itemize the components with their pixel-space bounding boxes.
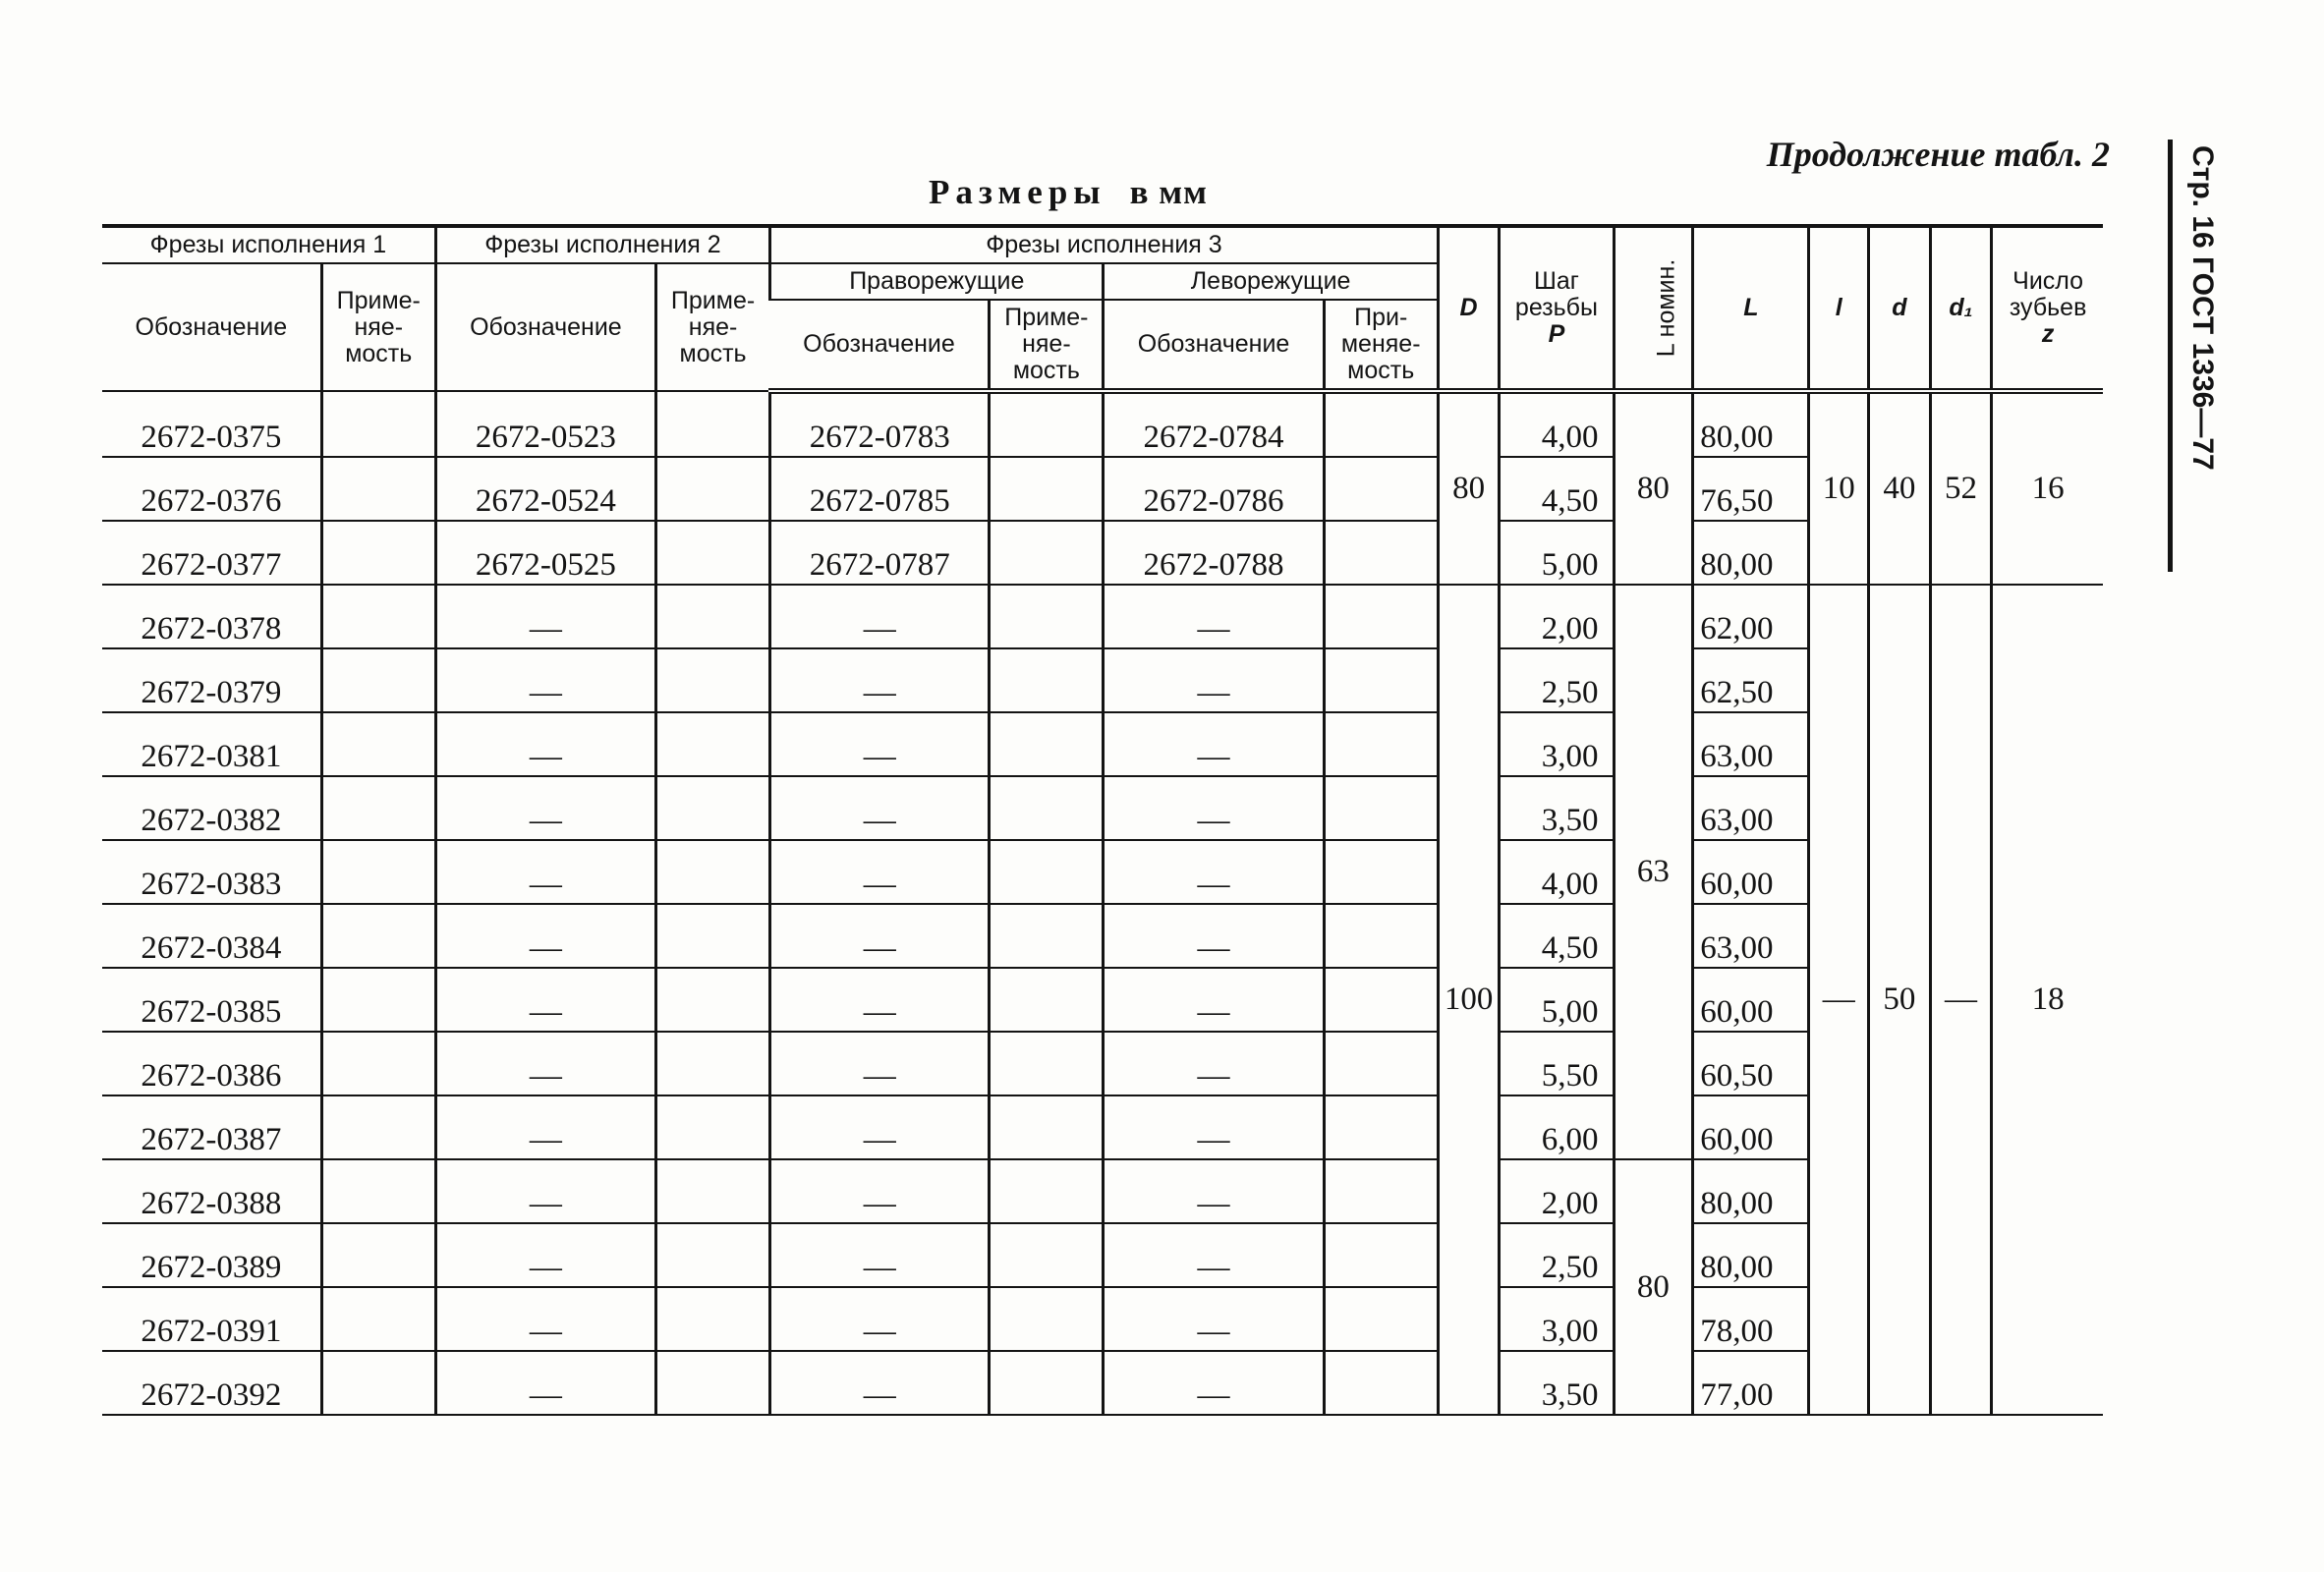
applicability-cell — [1324, 1032, 1438, 1095]
des2-cell: — — [435, 585, 655, 648]
pitch-cell: 3,50 — [1500, 1351, 1614, 1415]
des3l-cell: — — [1104, 1159, 1324, 1223]
applicability-cell — [656, 648, 770, 712]
L-cell: 80,00 — [1693, 521, 1809, 585]
des2-cell: — — [435, 1351, 655, 1415]
applicability-cell — [990, 1287, 1104, 1351]
d1-cell: 52 — [1930, 391, 1992, 585]
applicability-cell — [1324, 712, 1438, 776]
group2-applicability-header: Применяемость — [656, 263, 770, 391]
applicability-cell — [656, 1351, 770, 1415]
spec-table-wrapper — [102, 224, 2103, 1416]
applicability-cell — [656, 585, 770, 648]
pitch-label: Шаг резьбы — [1514, 267, 1598, 321]
table-row — [102, 1095, 2103, 1159]
applicability-cell — [321, 1095, 435, 1159]
table-row — [102, 840, 2103, 904]
table-row — [102, 712, 2103, 776]
des2-cell: 2672-0525 — [435, 521, 655, 585]
L-cell: 76,50 — [1693, 457, 1809, 521]
des3r-cell: — — [770, 1351, 990, 1415]
des1-cell: 2672-0379 — [102, 648, 321, 712]
des1-cell: 2672-0378 — [102, 585, 321, 648]
pitch-cell: 4,00 — [1500, 391, 1614, 457]
Lnom-cell: 80 — [1614, 1159, 1693, 1415]
des3r-cell: — — [770, 1159, 990, 1223]
z-cell: 16 — [1992, 391, 2103, 585]
des1-cell: 2672-0382 — [102, 776, 321, 840]
col-teeth-header — [1992, 228, 2103, 391]
applicability-cell — [1324, 1351, 1438, 1415]
des1-cell: 2672-0392 — [102, 1351, 321, 1415]
applicability-cell — [321, 1032, 435, 1095]
applicability-cell — [321, 776, 435, 840]
des3l-cell: 2672-0788 — [1104, 521, 1324, 585]
L-cell: 77,00 — [1693, 1351, 1809, 1415]
pitch-symbol: P — [1548, 320, 1565, 348]
l-cell: — — [1809, 585, 1869, 1415]
table-continuation-caption: Продолжение табл. 2 — [1766, 135, 2110, 174]
col-l-header: l — [1809, 228, 1869, 391]
page-side-label — [2168, 140, 2227, 572]
des2-cell: — — [435, 1032, 655, 1095]
des3r-cell: 2672-0787 — [770, 521, 990, 585]
table-row — [102, 1032, 2103, 1095]
L-cell: 60,00 — [1693, 840, 1809, 904]
des2-cell: — — [435, 712, 655, 776]
applicability-cell — [990, 1095, 1104, 1159]
applicability-cell — [321, 712, 435, 776]
des3l-cell: — — [1104, 904, 1324, 968]
pitch-cell: 6,00 — [1500, 1095, 1614, 1159]
des3r-cell: — — [770, 776, 990, 840]
des3l-cell: — — [1104, 1351, 1324, 1415]
applicability-cell — [656, 776, 770, 840]
des3r-cell: — — [770, 968, 990, 1032]
applicability-cell — [990, 1223, 1104, 1287]
applicability-cell — [990, 648, 1104, 712]
des3l-cell: — — [1104, 1095, 1324, 1159]
applicability-cell — [321, 1159, 435, 1223]
L-cell: 80,00 — [1693, 391, 1809, 457]
applicability-cell — [656, 1032, 770, 1095]
pitch-cell: 2,50 — [1500, 1223, 1614, 1287]
applicability-cell — [656, 1223, 770, 1287]
des2-cell: — — [435, 1223, 655, 1287]
applicability-cell — [1324, 776, 1438, 840]
teeth-label: Число зубьев — [2009, 267, 2087, 321]
units-unit: в мм — [1129, 173, 1208, 211]
z-cell: 18 — [1992, 585, 2103, 1415]
des1-cell: 2672-0376 — [102, 457, 321, 521]
l-cell: 10 — [1809, 391, 1869, 585]
applicability-cell — [321, 521, 435, 585]
applicability-cell — [990, 585, 1104, 648]
des1-cell: 2672-0388 — [102, 1159, 321, 1223]
pitch-cell: 2,00 — [1500, 585, 1614, 648]
des3r-cell: — — [770, 1095, 990, 1159]
D-cell: 100 — [1438, 585, 1500, 1415]
applicability-cell — [656, 1287, 770, 1351]
table-row — [102, 1223, 2103, 1287]
des2-cell: — — [435, 776, 655, 840]
applicability-cell — [990, 968, 1104, 1032]
des3l-cell: — — [1104, 712, 1324, 776]
des3l-cell: — — [1104, 585, 1324, 648]
group2-designation-header: Обозначение — [435, 263, 655, 391]
group1-applicability-header: Применяемость — [321, 263, 435, 391]
table-row — [102, 391, 2103, 457]
applicability-cell — [990, 391, 1104, 457]
des3r-cell: — — [770, 840, 990, 904]
right-designation-header: Обозначение — [770, 300, 990, 391]
col-d1-header: d₁ — [1930, 228, 1992, 391]
pitch-cell: 3,00 — [1500, 712, 1614, 776]
table-row — [102, 1351, 2103, 1415]
des3l-cell: — — [1104, 1032, 1324, 1095]
applicability-cell — [656, 840, 770, 904]
applicability-cell — [321, 840, 435, 904]
group3-header: Фрезы исполнения 3 — [770, 228, 1439, 263]
Lnom-cell: 63 — [1614, 585, 1693, 1159]
applicability-cell — [1324, 1159, 1438, 1223]
applicability-cell — [1324, 391, 1438, 457]
applicability-cell — [656, 1095, 770, 1159]
side-rule — [2168, 140, 2173, 572]
applicability-cell — [321, 457, 435, 521]
table-row — [102, 457, 2103, 521]
des1-cell: 2672-0385 — [102, 968, 321, 1032]
des2-cell: 2672-0523 — [435, 391, 655, 457]
des1-cell: 2672-0386 — [102, 1032, 321, 1095]
pitch-cell: 3,50 — [1500, 776, 1614, 840]
applicability-cell — [656, 712, 770, 776]
des3r-cell: 2672-0785 — [770, 457, 990, 521]
table-row — [102, 904, 2103, 968]
des1-cell: 2672-0391 — [102, 1287, 321, 1351]
des3l-cell: — — [1104, 840, 1324, 904]
pitch-cell: 2,00 — [1500, 1159, 1614, 1223]
des3r-cell: 2672-0783 — [770, 391, 990, 457]
applicability-cell — [990, 904, 1104, 968]
pitch-cell: 5,50 — [1500, 1032, 1614, 1095]
applicability-cell — [321, 1223, 435, 1287]
L-cell: 63,00 — [1693, 776, 1809, 840]
pitch-cell: 3,00 — [1500, 1287, 1614, 1351]
L-cell: 63,00 — [1693, 904, 1809, 968]
L-cell: 62,50 — [1693, 648, 1809, 712]
group1-header: Фрезы исполнения 1 — [102, 228, 435, 263]
des2-cell: — — [435, 1095, 655, 1159]
L-cell: 63,00 — [1693, 712, 1809, 776]
pitch-cell: 5,00 — [1500, 968, 1614, 1032]
table-row — [102, 648, 2103, 712]
col-D-header: D — [1438, 228, 1500, 391]
des3r-cell: — — [770, 1287, 990, 1351]
des1-cell: 2672-0381 — [102, 712, 321, 776]
applicability-cell — [1324, 1287, 1438, 1351]
des1-cell: 2672-0384 — [102, 904, 321, 968]
des3r-cell: — — [770, 648, 990, 712]
pitch-cell: 4,50 — [1500, 457, 1614, 521]
left-designation-header: Обозначение — [1104, 300, 1324, 391]
D-cell: 80 — [1438, 391, 1500, 585]
L-cell: 60,50 — [1693, 1032, 1809, 1095]
applicability-cell — [1324, 1223, 1438, 1287]
des1-cell: 2672-0383 — [102, 840, 321, 904]
des3r-cell: — — [770, 1223, 990, 1287]
applicability-cell — [990, 457, 1104, 521]
right-applicability-header: Применяемость — [990, 300, 1104, 391]
d-cell: 50 — [1869, 585, 1931, 1415]
pitch-cell: 5,00 — [1500, 521, 1614, 585]
applicability-cell — [1324, 521, 1438, 585]
des2-cell: — — [435, 968, 655, 1032]
des3r-cell: — — [770, 585, 990, 648]
right-cut-header: Праворежущие — [770, 263, 1104, 300]
applicability-cell — [656, 457, 770, 521]
applicability-cell — [656, 521, 770, 585]
des3l-cell: — — [1104, 1287, 1324, 1351]
applicability-cell — [990, 1351, 1104, 1415]
applicability-cell — [990, 1032, 1104, 1095]
applicability-cell — [990, 712, 1104, 776]
table-row — [102, 1159, 2103, 1223]
des3l-cell: 2672-0786 — [1104, 457, 1324, 521]
applicability-cell — [321, 904, 435, 968]
d1-cell: — — [1930, 585, 1992, 1415]
des3r-cell: — — [770, 1032, 990, 1095]
L-cell: 60,00 — [1693, 968, 1809, 1032]
L-cell: 60,00 — [1693, 1095, 1809, 1159]
des2-cell: 2672-0524 — [435, 457, 655, 521]
applicability-cell — [321, 648, 435, 712]
des1-cell: 2672-0375 — [102, 391, 321, 457]
applicability-cell — [1324, 1095, 1438, 1159]
des2-cell: — — [435, 1159, 655, 1223]
col-d-header: d — [1869, 228, 1931, 391]
applicability-cell — [656, 904, 770, 968]
table-row — [102, 585, 2103, 648]
applicability-cell — [321, 391, 435, 457]
des2-cell: — — [435, 1287, 655, 1351]
applicability-cell — [990, 776, 1104, 840]
col-pitch-header — [1500, 228, 1614, 391]
des3l-cell: 2672-0784 — [1104, 391, 1324, 457]
spec-table — [102, 228, 2103, 1416]
table-row — [102, 521, 2103, 585]
applicability-cell — [321, 1287, 435, 1351]
des3l-cell: — — [1104, 968, 1324, 1032]
page-standard-label: Стр. 16 ГОСТ 1336—77 — [2186, 145, 2219, 471]
applicability-cell — [656, 968, 770, 1032]
des2-cell: — — [435, 904, 655, 968]
applicability-cell — [656, 1159, 770, 1223]
group1-designation-header: Обозначение — [102, 263, 321, 391]
des2-cell: — — [435, 840, 655, 904]
L-cell: 80,00 — [1693, 1223, 1809, 1287]
col-L-header: L — [1693, 228, 1809, 391]
table-row — [102, 968, 2103, 1032]
d-cell: 40 — [1869, 391, 1931, 585]
pitch-cell: 4,00 — [1500, 840, 1614, 904]
applicability-cell — [990, 1159, 1104, 1223]
L-cell: 62,00 — [1693, 585, 1809, 648]
des1-cell: 2672-0387 — [102, 1095, 321, 1159]
teeth-symbol: z — [2041, 320, 2055, 348]
applicability-cell — [321, 585, 435, 648]
applicability-cell — [1324, 840, 1438, 904]
pitch-cell: 4,50 — [1500, 904, 1614, 968]
applicability-cell — [321, 968, 435, 1032]
L-cell: 78,00 — [1693, 1287, 1809, 1351]
left-cut-header: Леворежущие — [1104, 263, 1438, 300]
applicability-cell — [990, 840, 1104, 904]
applicability-cell — [1324, 648, 1438, 712]
applicability-cell — [1324, 968, 1438, 1032]
applicability-cell — [656, 391, 770, 457]
L-cell: 80,00 — [1693, 1159, 1809, 1223]
des3l-cell: — — [1104, 776, 1324, 840]
applicability-cell — [321, 1351, 435, 1415]
des2-cell: — — [435, 648, 655, 712]
des3l-cell: — — [1104, 648, 1324, 712]
left-applicability-header: Применяемость — [1324, 300, 1438, 391]
pitch-cell: 2,50 — [1500, 648, 1614, 712]
group2-header: Фрезы исполнения 2 — [435, 228, 769, 263]
applicability-cell — [990, 521, 1104, 585]
header-row-1 — [102, 228, 2103, 263]
applicability-cell — [1324, 904, 1438, 968]
des3l-cell: — — [1104, 1223, 1324, 1287]
units-heading — [929, 173, 1208, 212]
table-row — [102, 776, 2103, 840]
des1-cell: 2672-0389 — [102, 1223, 321, 1287]
des3r-cell: — — [770, 904, 990, 968]
des1-cell: 2672-0377 — [102, 521, 321, 585]
Lnom-cell: 80 — [1614, 391, 1693, 585]
units-label: Размеры — [929, 173, 1106, 211]
applicability-cell — [1324, 457, 1438, 521]
table-row — [102, 1287, 2103, 1351]
col-Lnom-header: L номин. — [1614, 228, 1693, 391]
des3r-cell: — — [770, 712, 990, 776]
applicability-cell — [1324, 585, 1438, 648]
